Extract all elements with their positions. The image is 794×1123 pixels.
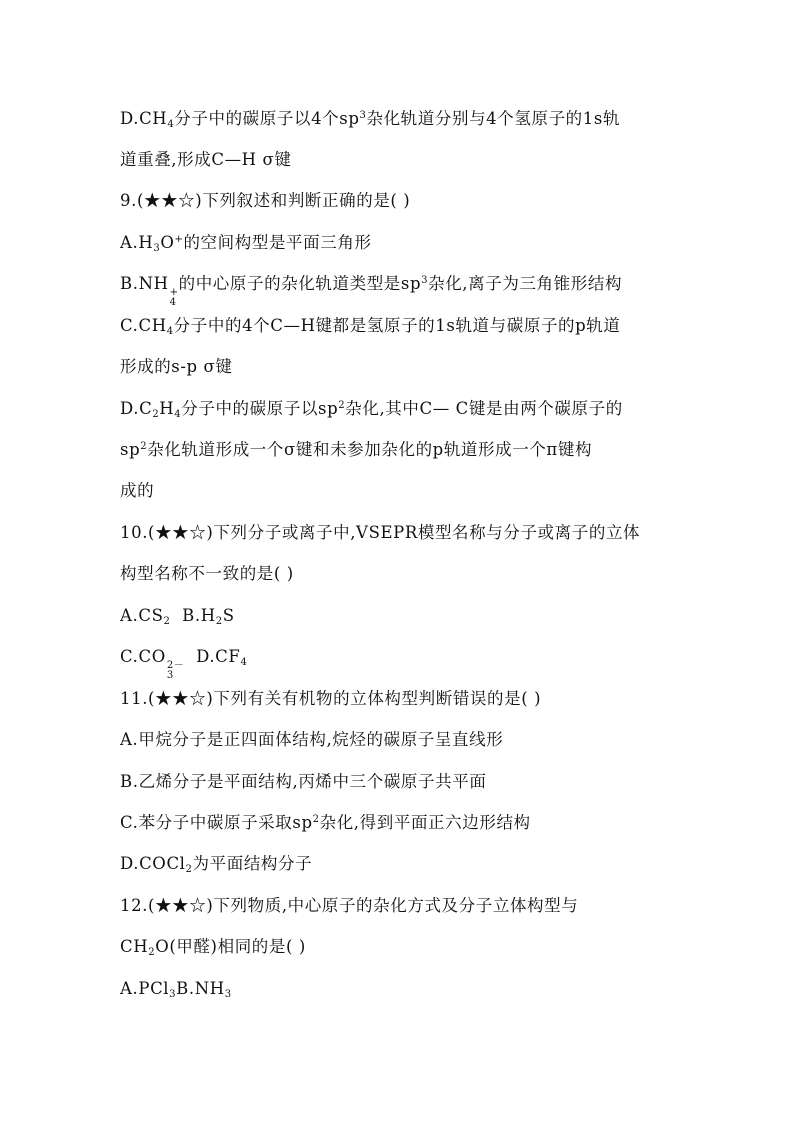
option-9d-line3: 成的	[120, 481, 155, 500]
option-11c: C.苯分子中碳原子采取$sp^2$杂化,得到平面正六边形结构	[120, 813, 531, 832]
options-10ab: $A.CS_2$ $B.H_2S$	[120, 606, 235, 627]
question-10-stem-line1: 10.(★★☆)下列分子或离子中,VSEPR模型名称与分子或离子的立体	[120, 523, 641, 542]
option-9d-line1: $D.C_2H_4$分子中的碳原子以$sp^2$杂化,其中C— C键是由两个碳原子的	[120, 399, 623, 420]
option-9b: B.NH + 4 的中心原子的杂化轨道类型是$sp^3$杂化,离子为三角锥形结构	[120, 274, 623, 308]
question-12-stem-line2: $CH_2O$(甲醛)相同的是( )	[120, 937, 306, 958]
option-11d: D.COCl$_2$为平面结构分子	[120, 854, 313, 875]
question-10-stem-line2: 构型名称不一致的是( )	[120, 564, 294, 583]
options-12ab: $A.PCl_3B.NH_3$	[120, 979, 232, 1000]
question-11-stem: 11.(★★☆)下列有关有机物的立体构型判断错误的是( )	[120, 689, 542, 708]
option-9d-line2: $sp^2$杂化轨道形成一个σ键和未参加杂化的p轨道形成一个π键构	[120, 440, 593, 459]
option-9c-line2: 形成的s-p σ键	[120, 357, 233, 376]
option-9c-line1: $C.CH_4$分子中的4个C—H键都是氢原子的1s轨道与碳原子的p轨道	[120, 316, 621, 337]
option-8d-line2: 道重叠,形成C—H σ键	[120, 150, 292, 169]
question-12-stem-line1: 12.(★★☆)下列物质,中心原子的杂化方式及分子立体构型与	[120, 896, 579, 915]
option-11b: B.乙烯分子是平面结构,丙烯中三个碳原子共平面	[120, 772, 487, 791]
question-9-stem: 9.(★★☆)下列叙述和判断正确的是( )	[120, 191, 411, 210]
option-8d-line1: $D.CH_4$分子中的碳原子以4个$sp^3$杂化轨道分别与4个氢原子的1s轨	[120, 109, 621, 130]
options-10cd: C.CO 2－ 3 $D.CF_4$	[120, 647, 248, 681]
option-11a: A.甲烷分子是正四面体结构,烷烃的碳原子呈直线形	[120, 730, 504, 749]
option-9a: $A.H_3O^+$的空间构型是平面三角形	[120, 233, 372, 254]
